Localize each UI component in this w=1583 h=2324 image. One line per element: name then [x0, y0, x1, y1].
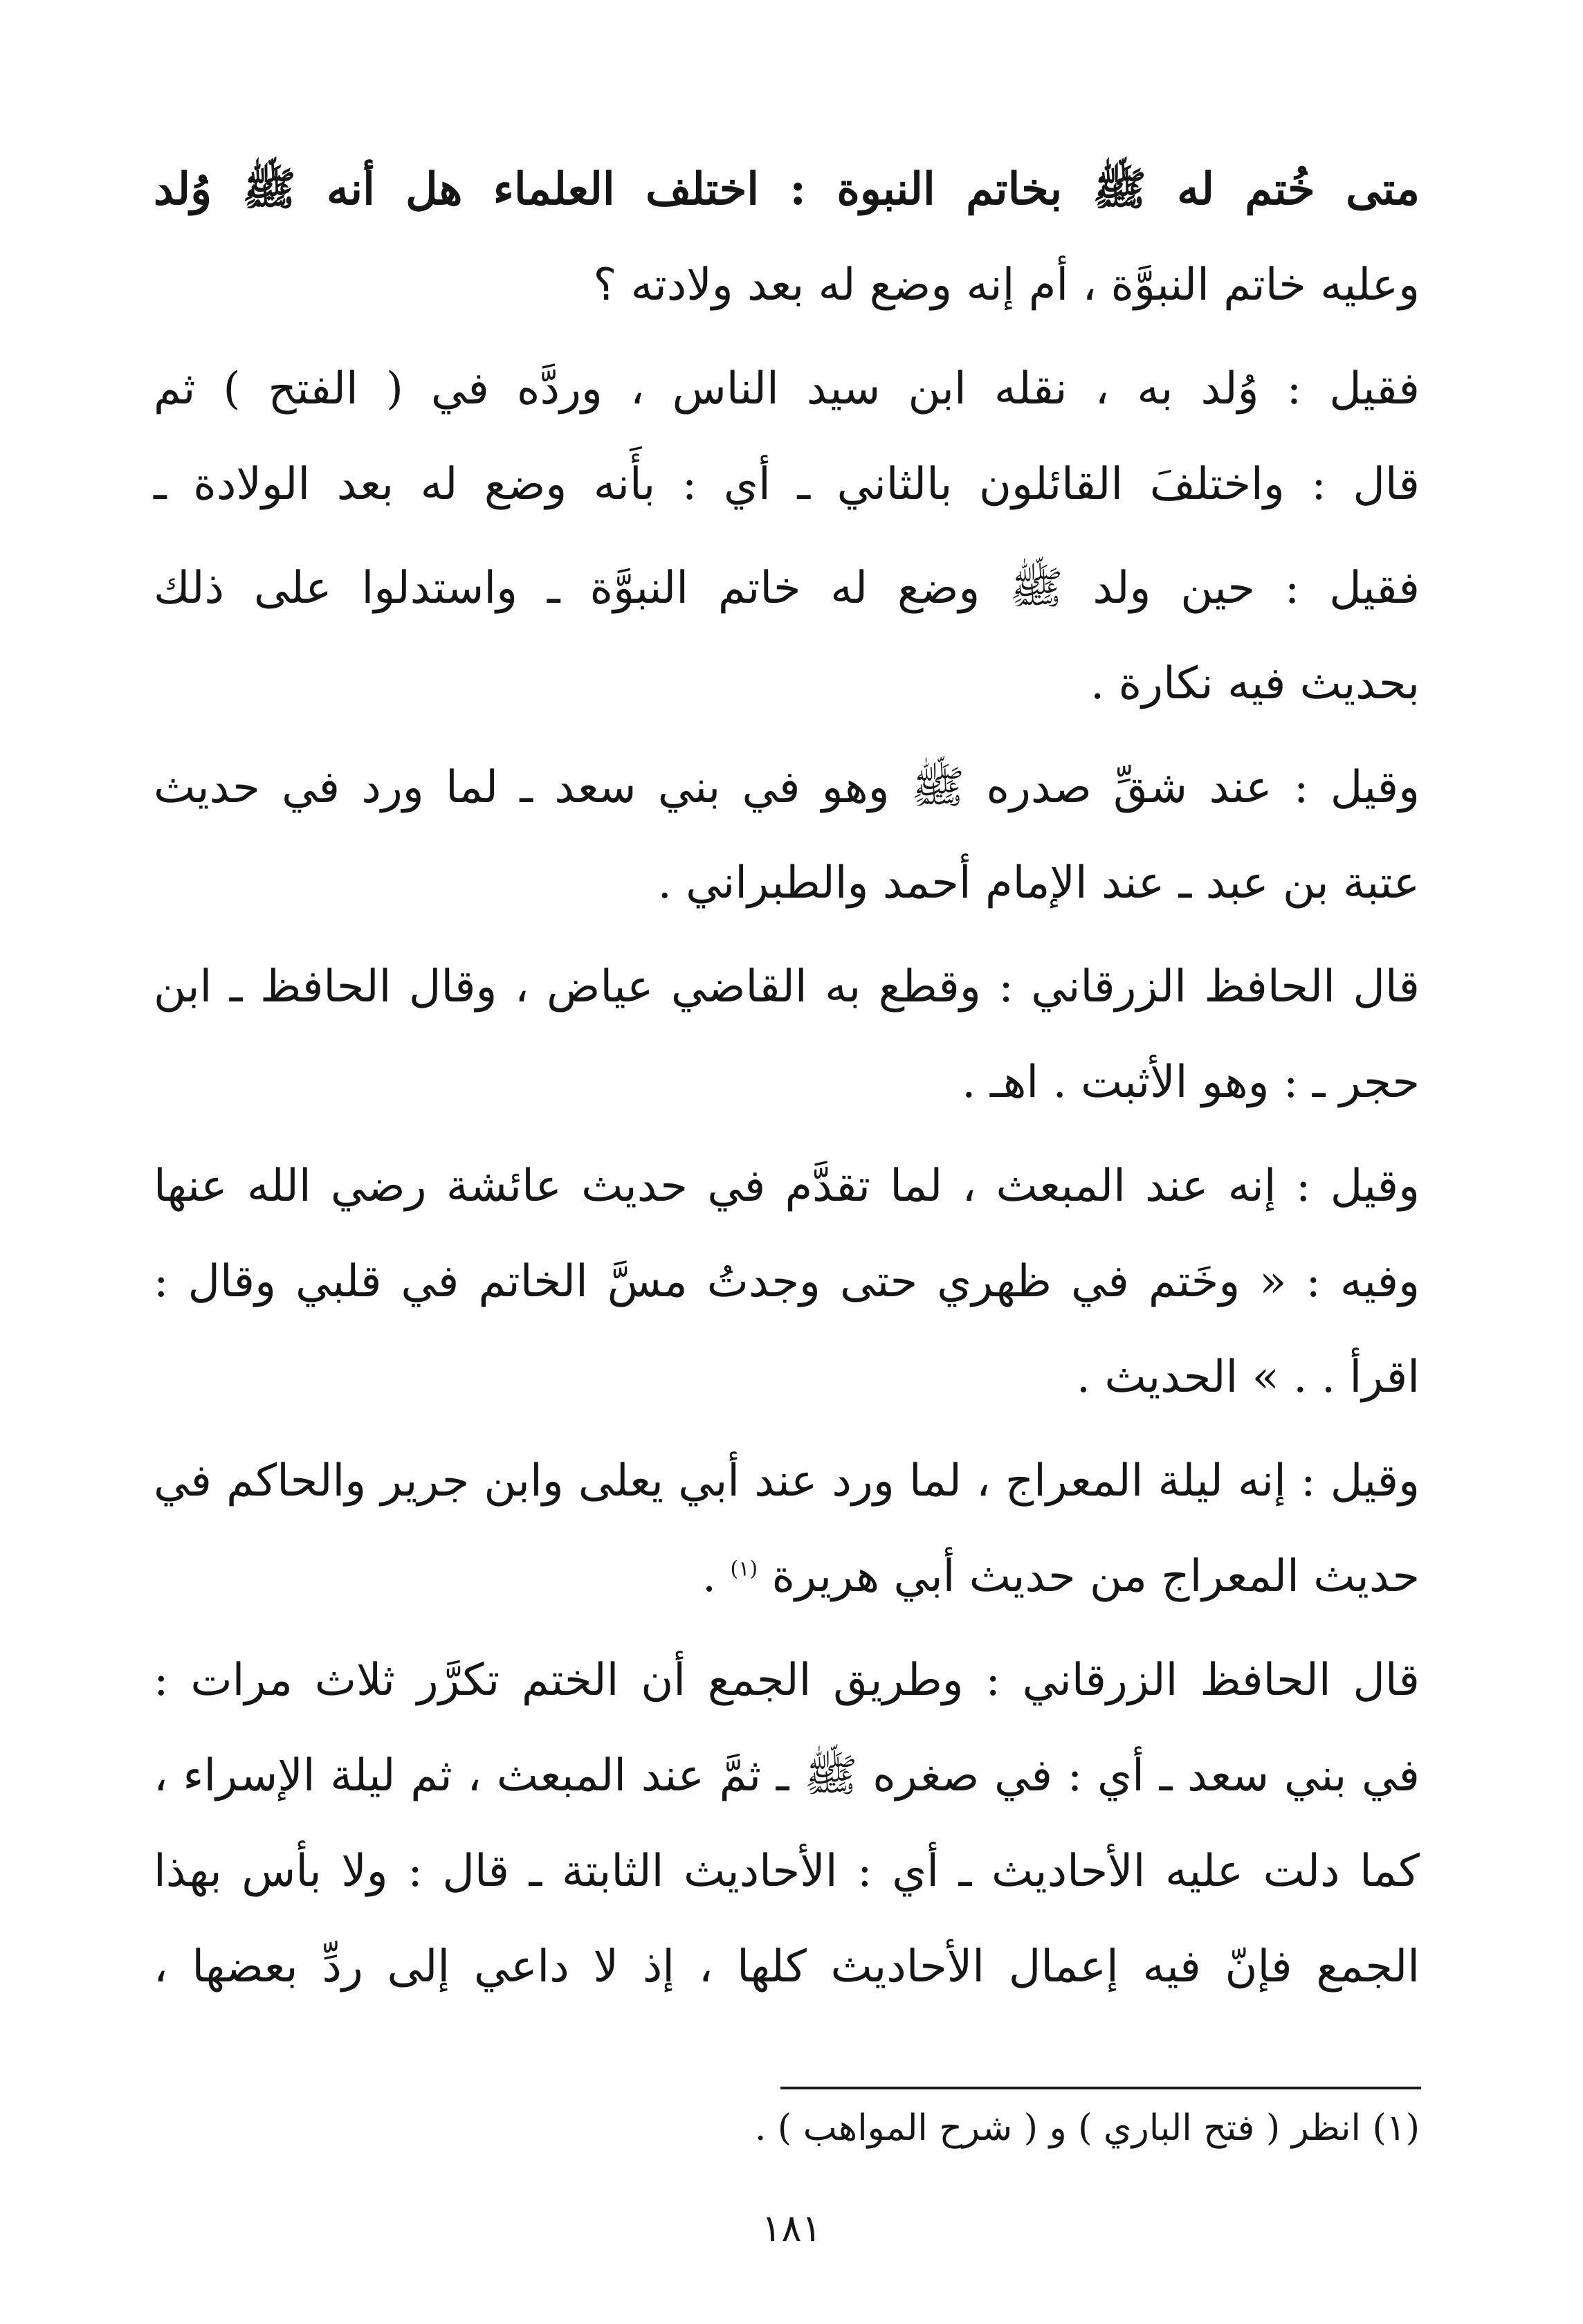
paragraph: [154, 1433, 1420, 1624]
text-line: قال : واختلفَ القائلون بالثاني ـ أي : بأَنه وضع له بعد الولادة ـ: [154, 459, 1420, 510]
text-line: وفيه : « وخَتم في ظهري حتى وجدتُ مسَّ الخاتم في قلبي وقال :: [154, 1256, 1420, 1307]
footnote-reference[interactable]: (١): [730, 1556, 758, 1581]
text-line: فقيل : وُلد به ، نقله ابن سيد الناس ، وردَّه في ( الفتح ) ثم: [154, 363, 1420, 415]
text-line: كما دلت عليه الأحاديث ـ أي : الأحاديث الثابتة ـ قال : ولا بأس بهذا: [154, 1846, 1420, 1897]
text-line: قال الحافظ الزرقاني : وقطع به القاضي عياض ، وقال الحافظ ـ ابن: [154, 961, 1420, 1013]
text-line: متى خُتم له ﷺ بخاتم النبوة : اختلف العلماء هل أنه ﷺ وُلد: [154, 163, 1420, 215]
paragraph: [154, 341, 1420, 532]
text-line: [154, 1529, 1420, 1624]
text-line: قال الحافظ الزرقاني : وطريق الجمع أن الختم تكرَّر ثلاث مرات :: [154, 1655, 1420, 1706]
text-line: وقيل : عند شقِّ صدره ﷺ وهو في بني سعد ـ لما ورد في حديث: [154, 762, 1420, 813]
paragraph: [154, 1138, 1420, 1425]
text-line: وقيل : إنه عند المبعث ، لما تقدَّم في حديث عائشة رضي الله عنها: [154, 1161, 1420, 1212]
text-line: اقرأ . . » الحديث .: [1076, 1352, 1420, 1403]
footnote: (١) انظر ( فتح الباري ) و ( شرح المواهب ) .: [754, 2107, 1420, 2149]
text-line: حجر ـ : وهو الأثبت . اهـ .: [962, 1057, 1420, 1108]
text-line-tail: .: [702, 1551, 731, 1602]
main-text: [154, 142, 1420, 2023]
text-line-body: حديث المعراج من حديث أبي هريرة: [771, 1551, 1420, 1602]
paragraph: [154, 1633, 1420, 2015]
text-line: وعليه خاتم النبوَّة ، أم إنه وضع له بعد ولادته ؟: [593, 260, 1420, 311]
paragraph: [154, 740, 1420, 931]
text-line: عتبة بن عبد ـ عند الإمام أحمد والطبراني .: [657, 857, 1420, 909]
text-line: الجمع فإنّ فيه إعمال الأحاديث كلها ، إذ لا داعي إلى ردِّ بعضها ،: [154, 1941, 1420, 1992]
text-line: في بني سعد ـ أي : في صغره ﷺ ـ ثمَّ عند المبعث ، ثم ليلة الإسراء ،: [154, 1750, 1420, 1801]
text-line: وقيل : إنه ليلة المعراج ، لما ورد عند أبي يعلى وابن جرير والحاكم في: [154, 1455, 1420, 1507]
text-line: فقيل : حين ولد ﷺ وضع له خاتم النبوَّة ـ واستدلوا على ذلك: [154, 563, 1420, 614]
paragraph: [154, 142, 1420, 333]
paragraph: [154, 541, 1420, 732]
paragraph: [154, 939, 1420, 1130]
footnote-divider: [780, 2087, 1421, 2089]
text-line: بحديث فيه نكارة .: [1090, 658, 1420, 709]
page-number: ١٨١: [761, 2206, 822, 2250]
